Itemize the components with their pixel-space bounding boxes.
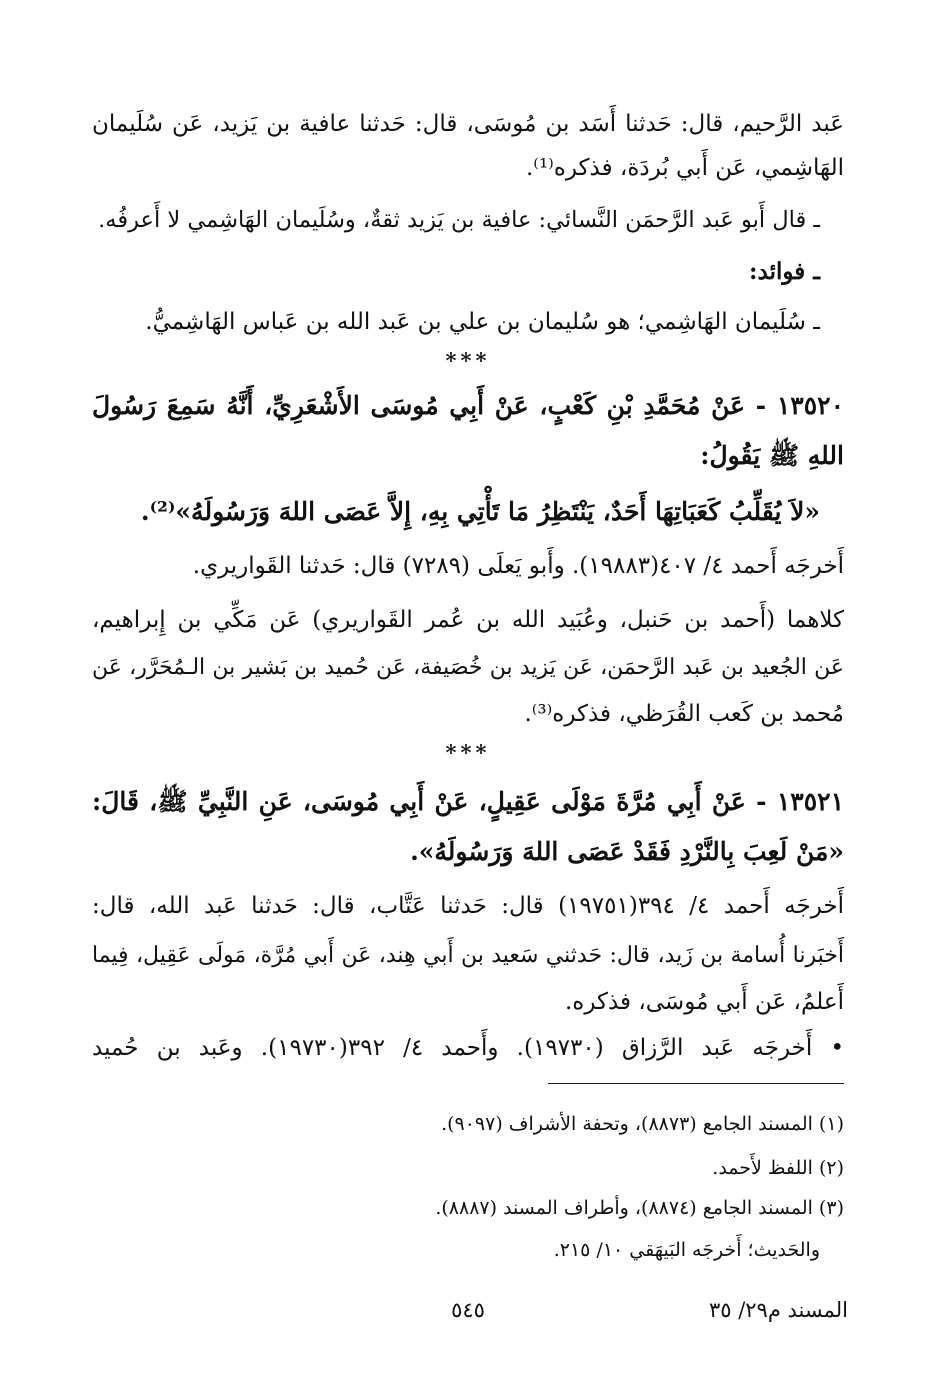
page-footer (0, 1290, 936, 1330)
footnote: والحَديث؛ أَخرجَه البَيهَقي ١٠/ ٢١٥. (553, 1239, 820, 1261)
section-heading: ـ فوائد: (749, 258, 820, 285)
text-line: • أَخرجَه عَبد الرَّزاق (١٩٧٣٠). وأَحمد ٤/ ٣٩٢(١٩٧٣٠). وعَبد بن حُميد (92, 1035, 845, 1061)
text-line: عَن الجُعيد بن عَبد الرَّحمَن، عَن يَزيد بن خُصَيفة، عَن حُميد بن بَشير بن الـمُحَرَّر، عَن (92, 655, 844, 680)
text-line: عَبد الرَّحيم، قال: حَدثنا أَسَد بن مُوسَى، قال: حَدثنا عافية بن يَزيد، عَن سُلَيمان (92, 111, 844, 137)
footnote-divider (548, 1083, 844, 1084)
text-line: أَخرجَه أَحمد ٤/ ٣٩٤(١٩٧٥١) قال: حَدثنا عَتَّاب، قال: حَدثنا عَبد الله، قال: (92, 893, 845, 919)
hadith-line: ١٣٥٢١ - عَنْ أَبِي مُرَّةَ مَوْلَى عَقِيلٍ، عَنْ أَبِي مُوسَى، عَنِ النَّبِيِّ ﷺ، قَالَ: (92, 787, 844, 816)
hadith-line: ١٣٥٢٠ - عَنْ مُحَمَّدِ بْنِ كَعْبٍ، عَنْ أَبِي مُوسَى الأَشْعَرِيِّ، أَنَّهُ سَمِعَ رَسُولَ (92, 391, 844, 420)
text-line: الهَاشِمي، عَن أَبي بُردَة، فذكره⁽¹⁾. (525, 155, 844, 181)
hadith-text: «لاَ يُقَلِّبُ كَعَبَاتِهَا أَحَدٌ، يَنْتَظِرُ مَا تَأْتِي بِهِ، إِلاَّ عَصَى اللهَ وَرَسُولَهُ»⁽²⁾. (140, 497, 820, 526)
footnote: (٣) المسند الجامع (٨٨٧٤)، وأطراف المسند (٨٨٨٧). (435, 1197, 844, 1219)
signature-mark: المسند م٢٩/ ٣٥ (708, 1298, 848, 1322)
section-separator: *** (445, 740, 491, 765)
text-line: كلاهما (أَحمد بن حَنبل، وعُبَيد الله بن عُمر القَواريري) عَن مَكِّي بن إِبراهيم، (92, 607, 844, 633)
text-line: أَعلمُ، عَن أَبي مُوسَى، فذكره. (564, 989, 844, 1015)
text-line: أَخرجَه أَحمد ٤/ ٤٠٧(١٩٨٨٣). وأَبو يَعلَى (٧٢٨٩) قال: حَدثنا القَواريري. (192, 553, 844, 579)
text-line: ـ سُلَيمان الهَاشِمي؛ هو سُليمان بن علي بن عَبد الله بن عَباس الهَاشِميُّ. (145, 309, 820, 335)
page-number: ٥٤٥ (451, 1298, 485, 1322)
text-line: ـ قال أَبو عَبد الرَّحمَن النَّسائي: عافية بن يَزيد ثقةٌ، وسُلَيمان الهَاشِمي لا أَعرفُه. (98, 207, 820, 233)
hadith-line: اللهِ ﷺ يَقُولُ: (700, 441, 844, 470)
text-line: أَخبَرنا أُسامة بن زَيد، قال: حَدثني سَعيد بن أَبي هِند، عَن أَبي مُرَّة، مَولَى عَقِيل، فِيما (92, 943, 844, 968)
text-line: مُحمد بن كَعب القُرَظي، فذكره⁽³⁾. (524, 701, 844, 727)
section-separator: *** (445, 348, 491, 373)
hadith-text: «مَنْ لَعِبَ بِالنَّرْدِ فَقَدْ عَصَى اللهَ وَرَسُولَهُ». (410, 837, 844, 866)
footnote: (١) المسند الجامع (٨٨٧٣)، وتحفة الأشراف (٩٠٩٧). (441, 1113, 844, 1135)
footnote: (٢) اللفظ لأَحمد. (712, 1157, 844, 1179)
